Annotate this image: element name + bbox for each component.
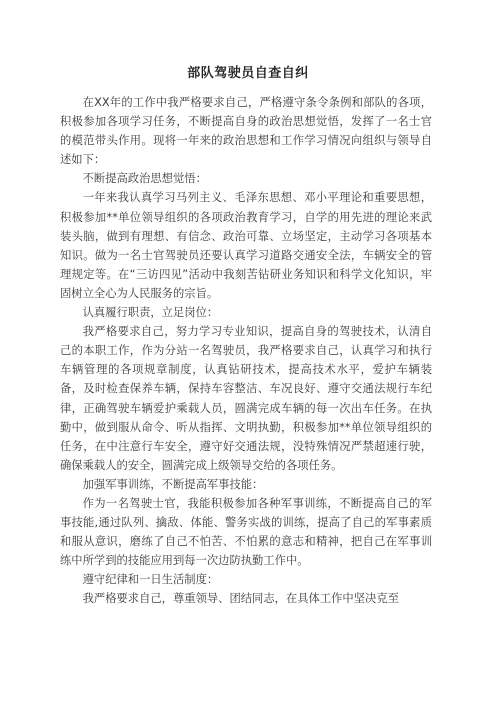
section-heading-political: 不断提高政治思想觉悟：: [82, 172, 207, 186]
document-title: 部队驾驶员自查自纠: [187, 66, 309, 81]
duty-paragraph: 我严格要求自己，努力学习专业知识，提高自身的驾驶技术，认清自己的本职工作，作为分站一名驾驶员，我严格要求自己，认真学习和执行车辆管理的各项规章制度，认真钻研技术，提高技术水平，爱护车辆装备，及时检查保养车辆，保持车容整洁、车况良好、遵守交通法规行车纪律，正确驾驶车辆爱护乘载人员，圆满完成车辆的每一次出车任务。在执勤中，做到服从命令、听从指挥、文明执勤，积极参加**单位领导组织的任务，在中注意行车安全，遵守好交通法规，没特殊情况严禁超速行驶，确保乘载人的安全，圆满完成上级领导交给的各项任务。: [60, 325, 432, 472]
training-paragraph: 作为一名驾驶士官，我能积极参加各种军事训练，不断提高自己的军事技能,通过队列、擒敌、体能、警务实战的训练，提高了自己的军事素质和服从意识，磨练了自己不怕苦、不怕累的意志和精神，把自己在军事训练中所学到的技能应用到每一次边防执勤工作中。: [60, 496, 432, 568]
section-heading-discipline: 遵守纪律和一日生活制度：: [82, 573, 219, 587]
document-body: [60, 93, 432, 609]
section-heading-training: 加强军事训练，不断提高军事技能：: [82, 477, 264, 491]
section-heading-duty: 认真履行职责，立足岗位：: [82, 306, 219, 320]
intro-paragraph: 在XX年的工作中我严格要求自己，严格遵守条令条例和部队的各项，积极参加各项学习任务，不断提高自身的政治思想觉悟，发挥了一名士官的模范带头作用。现将一年来的政治思想和工作学习情况向组织与领导自述如下：: [60, 96, 432, 167]
political-paragraph: 一年来我认真学习马列主义、毛泽东思想、邓小平理论和重要思想，积极参加**单位领导组织的各项政治教育学习，自学的用先进的理论来武装头脑，做到有理想、有信念、政治可靠、立场坚定，主动学习各项基本知识。做为一名士官驾驶员还要认真学习道路交通安全法，车辆安全的管理规定等。在“三访四见”活动中我刻苦钻研业务知识和科学文化知识，牢固树立全心为人民服务的宗旨。: [60, 191, 432, 300]
discipline-paragraph: 我严格要求自己，尊重领导、团结同志，在具体工作中坚决克至: [82, 592, 399, 606]
